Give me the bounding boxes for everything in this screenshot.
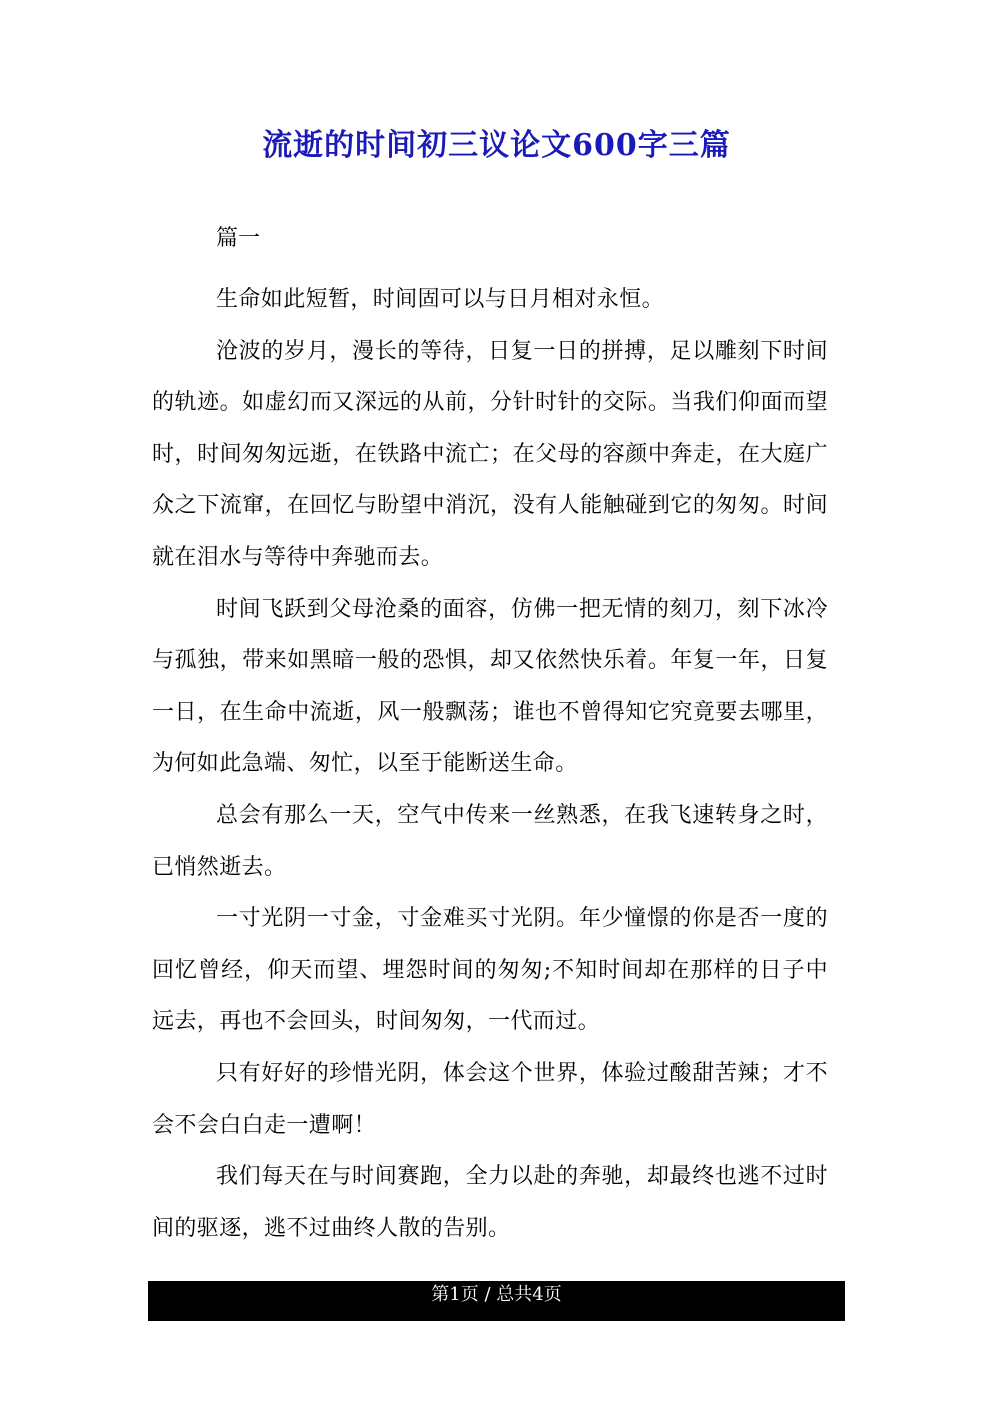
- paragraph: 总会有那么一天，空气中传来一丝熟悉，在我飞速转身之时，已悄然逝去。: [152, 802, 828, 880]
- page-indicator: 第1页 / 总共4页: [431, 1284, 562, 1305]
- page-footer: [148, 1281, 845, 1321]
- paragraph: 沧波的岁月，漫长的等待，日复一日的拼搏，足以雕刻下时间的轨迹。如虚幻而又深远的从前，分针时针的交际。当我们仰面而望时，时间匆匆远逝，在铁路中流亡；在父母的容颜中奔走，在大庭广众之下流窜，在回忆与盼望中消沉，没有人能触碰到它的匆匆。时间就在泪水与等待中奔驰而去。: [152, 338, 828, 570]
- section-heading: 篇一: [216, 226, 261, 251]
- paragraph: 只有好好的珍惜光阴，体会这个世界，体验过酸甜苦辣；才不会不会白白走一遭啊！: [152, 1060, 828, 1138]
- paragraph: 我们每天在与时间赛跑，全力以赴的奔驰，却最终也逃不过时间的驱逐，逃不过曲终人散的告别。: [152, 1164, 828, 1241]
- document-body: [152, 222, 828, 1254]
- paragraph: 时间飞跃到父母沧桑的面容，仿佛一把无情的刻刀，刻下冰冷与孤独，带来如黑暗一般的恐惧，却又依然快乐着。年复一年，日复一日，在生命中流逝，风一般飘荡；谁也不曾得知它究竟要去哪里，为何如此急端、匆忙，以至于能断送生命。: [152, 596, 828, 777]
- document-title: 流逝的时间初三议论文600字三篇: [262, 128, 731, 163]
- paragraph: 生命如此短暂，时间固可以与日月相对永恒。: [216, 287, 665, 312]
- paragraph: 一寸光阴一寸金，寸金难买寸光阴。年少憧憬的你是否一度的回忆曾经，仰天而望、埋怨时间的匆匆;不知时间却在那样的日子中远去，再也不会回头，时间匆匆，一代而过。: [152, 906, 828, 1035]
